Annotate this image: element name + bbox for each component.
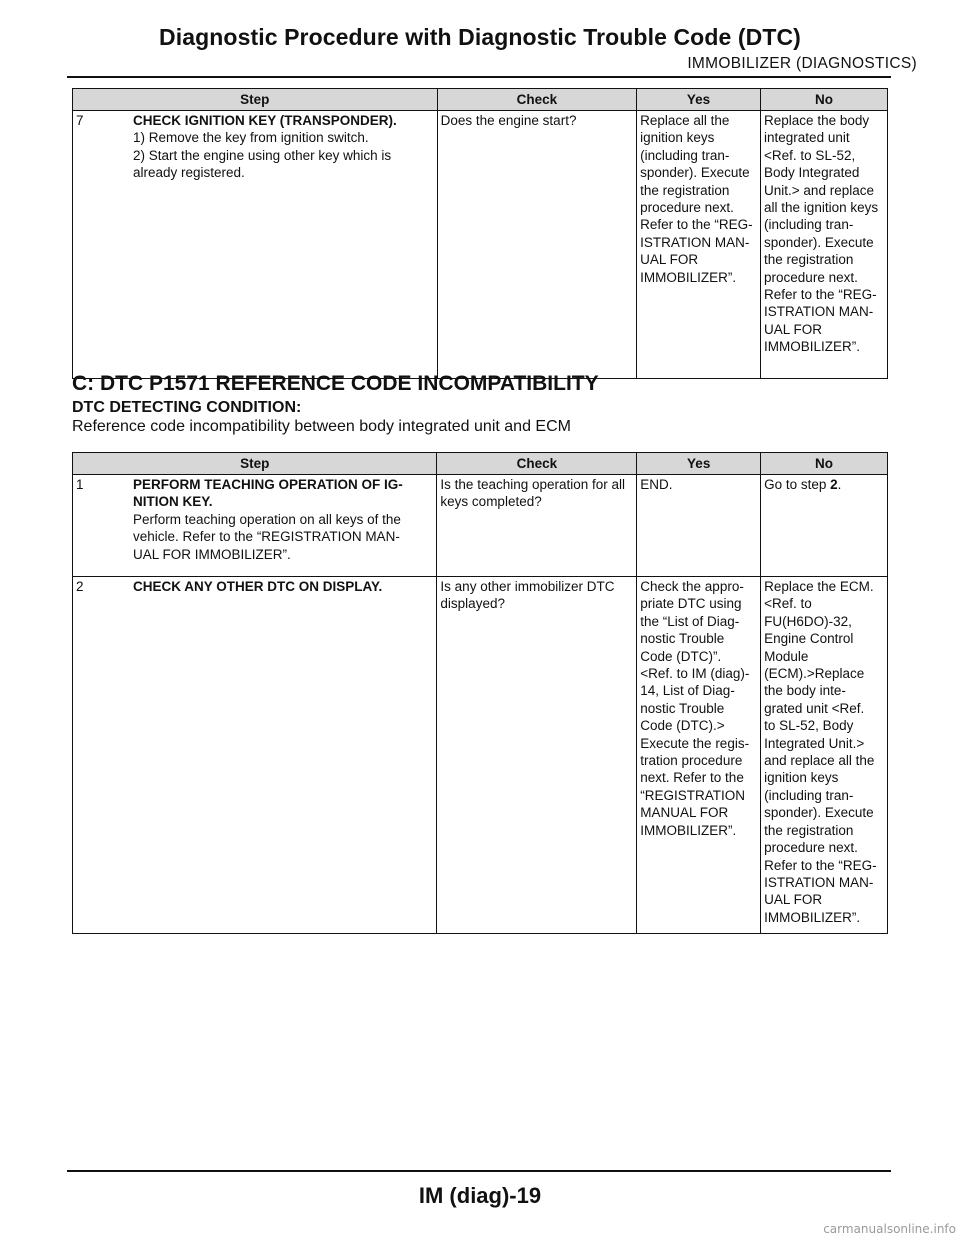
yes-line: “REGISTRATION xyxy=(640,787,746,803)
no-line: all the ignition keys xyxy=(764,200,879,216)
yes-line: Refer to the “REG- xyxy=(640,217,753,233)
yes-line: the registration xyxy=(640,182,730,198)
yes-line: Code (DTC)”. xyxy=(640,648,722,664)
title-line: NITION KEY. xyxy=(133,494,213,510)
yes-line: nostic Trouble xyxy=(640,700,725,716)
table-row xyxy=(73,577,888,934)
yes-line: Replace all the xyxy=(640,113,730,128)
yes-line: <Ref. to IM (diag)- xyxy=(640,666,750,682)
yes-line: Execute the regis- xyxy=(640,735,750,751)
check-line: Does the engine start? xyxy=(440,113,577,128)
yes-line: UAL FOR xyxy=(640,252,699,268)
no-line: integrated unit xyxy=(764,130,850,146)
no-line: (including tran- xyxy=(764,787,854,803)
no-line: <Ref. to SL-52, xyxy=(764,147,856,163)
no-line: ISTRATION MAN- xyxy=(764,304,874,320)
condition-text: Reference code incompatibility between body integrated unit and ECM xyxy=(72,418,571,435)
no-line: <Ref. to xyxy=(764,596,812,612)
title-line: PERFORM TEACHING OPERATION OF IG- xyxy=(133,477,403,492)
instruction-line: vehicle. Refer to the “REGISTRATION MAN- xyxy=(133,529,400,545)
no-line: procedure next. xyxy=(764,269,858,285)
no-cell xyxy=(761,475,888,577)
step-cell xyxy=(73,475,437,577)
step-title xyxy=(133,476,433,511)
no-line: (ECM).>Replace xyxy=(764,666,865,682)
instruction-line: already registered. xyxy=(133,165,245,181)
column-header-yes: Yes xyxy=(637,453,761,475)
yes-line: IMMOBILIZER”. xyxy=(640,822,737,838)
no-line: IMMOBILIZER”. xyxy=(764,909,861,925)
section-heading: C: DTC P1571 REFERENCE CODE INCOMPATIBILITY xyxy=(72,372,599,395)
procedure-table-p1571 xyxy=(72,452,888,934)
instruction-line: 2) Start the engine using other key which is xyxy=(133,147,392,163)
table-header-row xyxy=(73,453,888,475)
column-header-step: Step xyxy=(73,89,438,111)
header-divider xyxy=(67,76,891,78)
yes-line: IMMOBILIZER”. xyxy=(640,269,737,285)
yes-cell xyxy=(637,577,761,934)
yes-line: tration procedure xyxy=(640,753,743,769)
page-title: Diagnostic Procedure with Diagnostic Trouble Code (DTC) xyxy=(159,24,801,50)
procedure-table-step7 xyxy=(72,88,888,379)
yes-line: END. xyxy=(640,477,673,492)
yes-line: 14, List of Diag- xyxy=(640,683,735,699)
no-line: to SL-52, Body xyxy=(764,718,854,734)
no-line: Engine Control xyxy=(764,631,854,647)
check-cell xyxy=(437,111,636,379)
no-line: Integrated Unit.> xyxy=(764,735,865,751)
no-line: the registration xyxy=(764,822,854,838)
no-line: sponder). Execute xyxy=(764,805,874,821)
period-text: . xyxy=(837,477,842,492)
instruction-line: UAL FOR IMMOBILIZER”. xyxy=(133,546,291,562)
no-cell xyxy=(761,577,888,934)
step-cell xyxy=(73,111,438,379)
yes-line: nostic Trouble xyxy=(640,631,725,647)
column-header-no: No xyxy=(761,89,888,111)
no-line: Refer to the “REG- xyxy=(764,287,877,303)
no-line: Body Integrated xyxy=(764,165,860,181)
yes-line: (including tran- xyxy=(640,147,730,163)
table-header-row xyxy=(73,89,888,111)
instruction-line: 1) Remove the key from ignition switch. xyxy=(133,130,369,146)
check-line: Is the teaching operation for all xyxy=(440,477,626,492)
column-header-check: Check xyxy=(437,89,636,111)
no-line xyxy=(764,476,884,493)
yes-line: priate DTC using xyxy=(640,596,742,612)
yes-cell xyxy=(637,111,761,379)
step-number: 1 xyxy=(76,477,84,492)
table-row xyxy=(73,111,888,379)
no-cell xyxy=(761,111,888,379)
column-header-step: Step xyxy=(73,453,437,475)
yes-line: ISTRATION MAN- xyxy=(640,234,750,250)
check-line: keys completed? xyxy=(440,494,542,510)
no-line: Replace the body xyxy=(764,113,870,128)
page-number: IM (diag)-19 xyxy=(418,1183,542,1208)
yes-line: ignition keys xyxy=(640,130,715,146)
yes-line: MANUAL FOR xyxy=(640,805,729,821)
step-reference: 2 xyxy=(830,477,838,492)
no-line: ignition keys xyxy=(764,770,839,786)
no-line: Unit.> and replace xyxy=(764,182,874,198)
yes-line: procedure next. xyxy=(640,200,734,216)
yes-line: next. Refer to the xyxy=(640,770,744,786)
no-line: Replace the ECM. xyxy=(764,579,874,594)
no-line: procedure next. xyxy=(764,840,858,856)
section-subtitle: IMMOBILIZER (DIAGNOSTICS) xyxy=(687,55,917,72)
no-line: sponder). Execute xyxy=(764,234,874,250)
step-title: CHECK IGNITION KEY (TRANSPONDER). xyxy=(133,113,397,128)
step-number: 7 xyxy=(76,113,84,128)
no-line: ISTRATION MAN- xyxy=(764,874,874,890)
column-header-yes: Yes xyxy=(637,89,761,111)
yes-line: the “List of Diag- xyxy=(640,613,740,629)
no-line: Module xyxy=(764,648,809,664)
yes-cell xyxy=(637,475,761,577)
no-line: and replace all the xyxy=(764,753,875,769)
table-row xyxy=(73,475,888,577)
check-cell xyxy=(437,475,637,577)
no-line: grated unit <Ref. xyxy=(764,700,865,716)
step-number: 2 xyxy=(76,579,84,594)
yes-line: sponder). Execute xyxy=(640,165,750,181)
no-line: (including tran- xyxy=(764,217,854,233)
instruction-line: Perform teaching operation on all keys of the xyxy=(133,511,401,527)
no-line: UAL FOR xyxy=(764,892,823,908)
watermark[interactable]: carmanualsonline.info xyxy=(823,1222,956,1236)
footer-divider xyxy=(67,1170,891,1172)
check-line: Is any other immobilizer DTC xyxy=(440,579,615,594)
title-line: CHECK ANY OTHER DTC ON DISPLAY. xyxy=(133,579,383,594)
column-header-check: Check xyxy=(437,453,637,475)
yes-line: Code (DTC).> xyxy=(640,718,725,734)
no-line: FU(H6DO)-32, xyxy=(764,613,852,629)
no-line: IMMOBILIZER”. xyxy=(764,339,861,355)
condition-heading: DTC DETECTING CONDITION: xyxy=(72,399,302,416)
no-line: Refer to the “REG- xyxy=(764,857,877,873)
step-cell xyxy=(73,577,437,934)
go-to-text: Go to step xyxy=(764,477,831,492)
no-line: the registration xyxy=(764,252,854,268)
step-instructions xyxy=(133,129,434,181)
yes-line: Check the appro- xyxy=(640,579,744,594)
step-title xyxy=(133,578,433,595)
no-line: the body inte- xyxy=(764,683,846,699)
check-cell xyxy=(437,577,637,934)
column-header-no: No xyxy=(761,453,888,475)
step-instructions xyxy=(133,511,433,563)
no-line: UAL FOR xyxy=(764,321,823,337)
check-line: displayed? xyxy=(440,596,505,612)
